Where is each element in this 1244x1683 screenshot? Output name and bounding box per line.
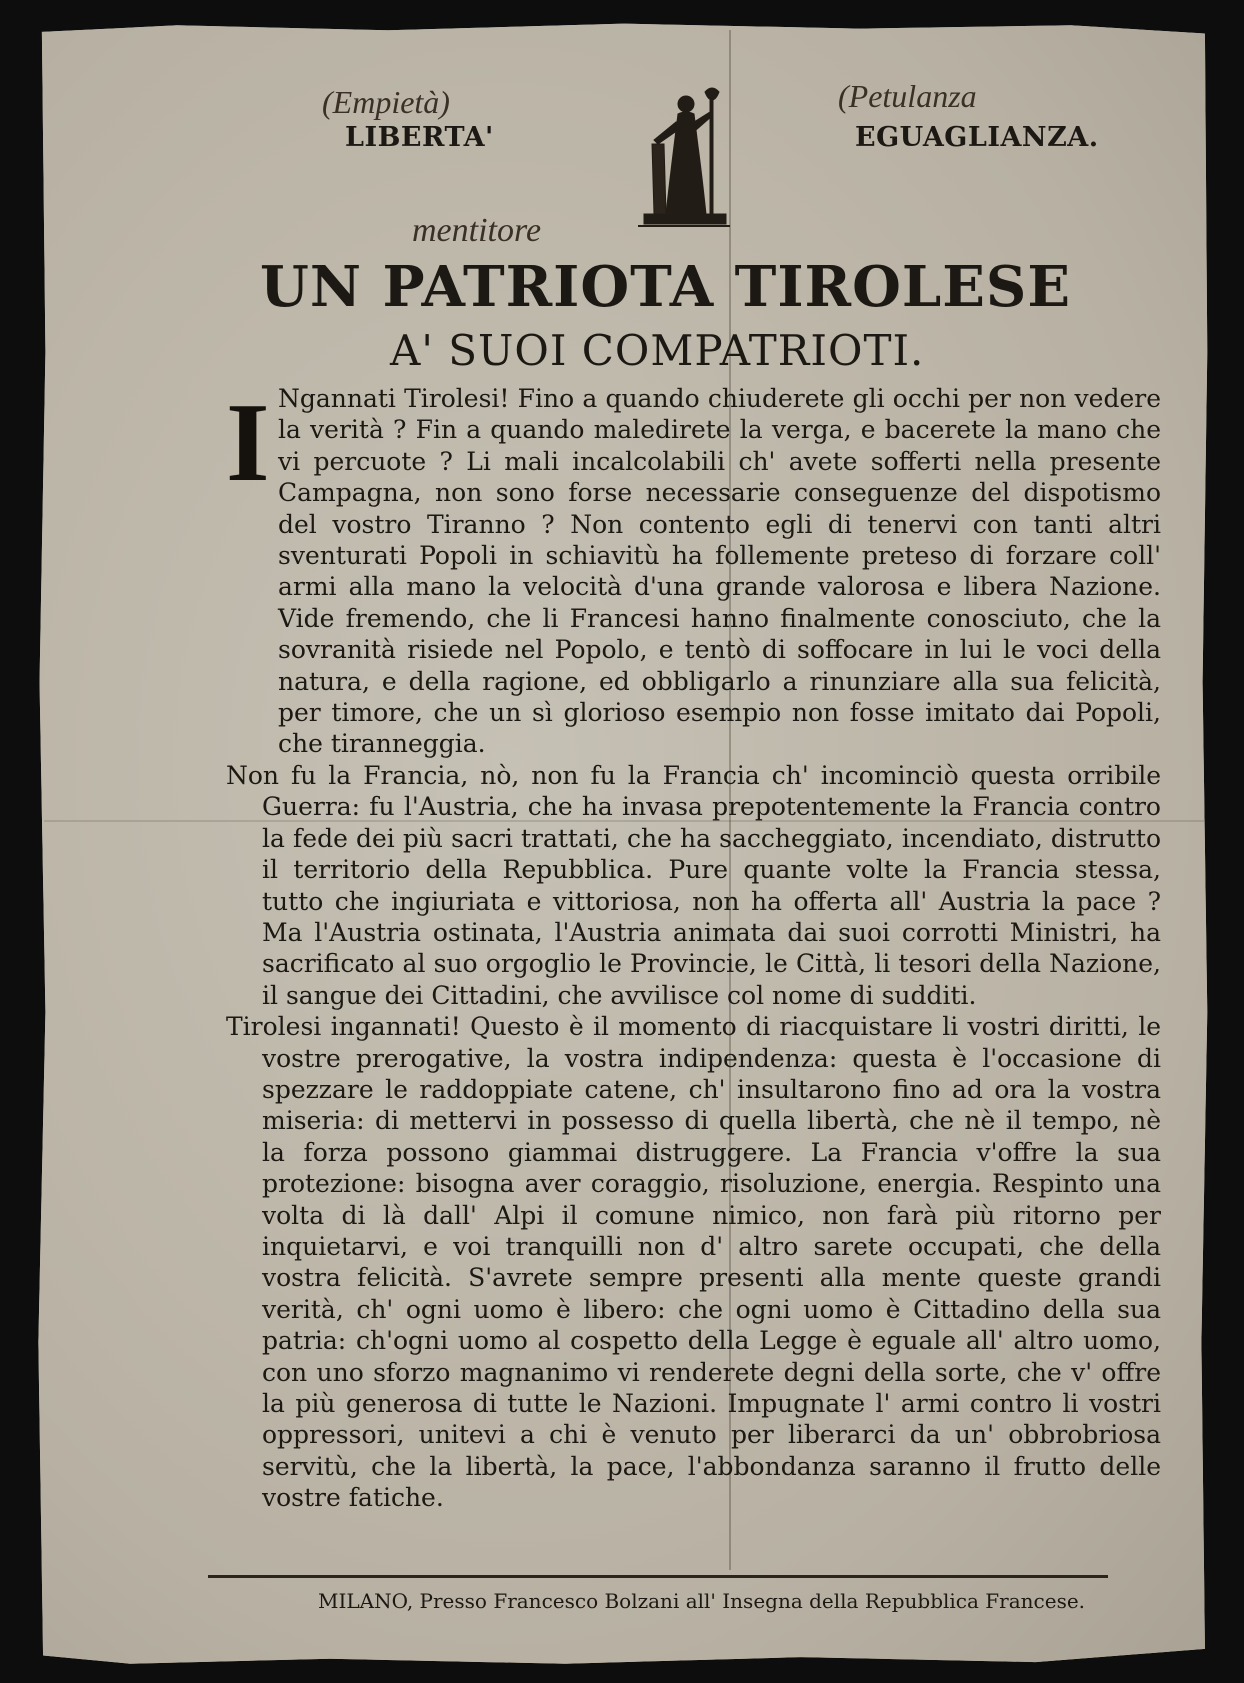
footer-rule <box>208 1575 1108 1578</box>
handwritten-annotation-right: (Petulanza <box>838 78 977 114</box>
motto-liberta: LIBERTA' <box>345 122 494 153</box>
paragraph-3: Tirolesi ingannati! Questo è il momento di riacquistare li vostri diritti, le vostre prerogative, la vostra indipendenza: questa è l'occasione di spezzare le raddoppiate catene, ch' insultarono fino ad ora la vostra miseria: di mettervi in possesso di quella libertà, che nè il tempo, nè la forza possono giammai distruggere. La Francia v'offre la sua protezione: bisogna aver coraggio, risoluzione, energia. Respinto una volta di là dall' Alpi il comune nimico, non farà più ritorno per inquietarvi, e voi tranquilli non d' altro sarete occupati, che della vostra felicità. S'avrete sempre presenti alla mente queste grandi verità, ch' ogni uomo è libero: che ogni uomo è Cittadino della sua patria: ch'ogni uomo al cospetto della Legge è eguale all' altro uomo, con uno sforzo magnanimo vi renderete degni della sorte, che v' offre la più generosa di tutte le Nazioni. Impugnate l' armi contro li vostri oppressori, unitevi a chi è venuto per liberarci da un' obbrobriosa servitù, che la libertà, la pace, l'abbondanza saranno il frutto delle vostre fatiche. <box>226 1012 1161 1513</box>
proclamation-body <box>226 383 1161 1514</box>
main-title: UN PATRIOTA TIROLESE <box>260 254 1072 320</box>
liberty-figure-emblem <box>636 86 732 231</box>
paragraph-1-text: Ngannati Tirolesi! Fino a quando chiuderete gli occhi per non vedere la verità ? Fin a quando maledirete la verga, e bacerete la mano che vi percuote ? Li mali incalcolabili ch' avete sofferti nella presente Campagna, non sono forse necessarie conseguenze del dispotismo del vostro Tiranno ? Non contento egli di tenervi con tanti altri sventurati Popoli in schiavitù ha follemente preteso di forzare coll' armi alla mano la velocità d'una grande valorosa e libera Nazione. Vide fremendo, che li Francesi hanno finalmente conosciuto, che la sovranità risiede nel Popolo, e tentò di soffocare in lui le voci della natura, e della ragione, ed obbligarlo a rinunziare alla sua felicità, per timore, che un sì glorioso esempio non fosse imitato dai Popoli, che tiranneggia. <box>278 384 1161 759</box>
printer-imprint: MILANO, Presso Francesco Bolzani all' Insegna della Repubblica Francese. <box>318 1589 1086 1613</box>
paragraph-2: Non fu la Francia, nò, non fu la Francia ch' incominciò questa orribile Guerra: fu l'Austria, che ha invasa prepotentemente la Francia contro la fede dei più sacri trattati, che ha saccheggiato, incendiato, distrutto il territorio della Repubblica. Pure quante volte la Francia stessa, tutto che ingiuriata e vittoriosa, non ha offerta all' Austria la pace ? Ma l'Austria ostinata, l'Austria animata dai suoi corrotti Ministri, ha sacrificato al suo orgoglio le Provincie, le Città, li tesori della Nazione, il sangue dei Cittadini, che avvilisce col nome di sudditi. <box>226 760 1161 1010</box>
handwritten-annotation-title: mentitore <box>412 212 542 249</box>
handwritten-annotation-left: (Empietà) <box>322 84 450 120</box>
motto-eguaglianza: EGUAGLIANZA. <box>855 122 1099 153</box>
paragraph-1 <box>226 383 1161 760</box>
drop-cap: I <box>226 381 270 505</box>
subtitle: A' SUOI COMPATRIOTI. <box>390 326 925 375</box>
